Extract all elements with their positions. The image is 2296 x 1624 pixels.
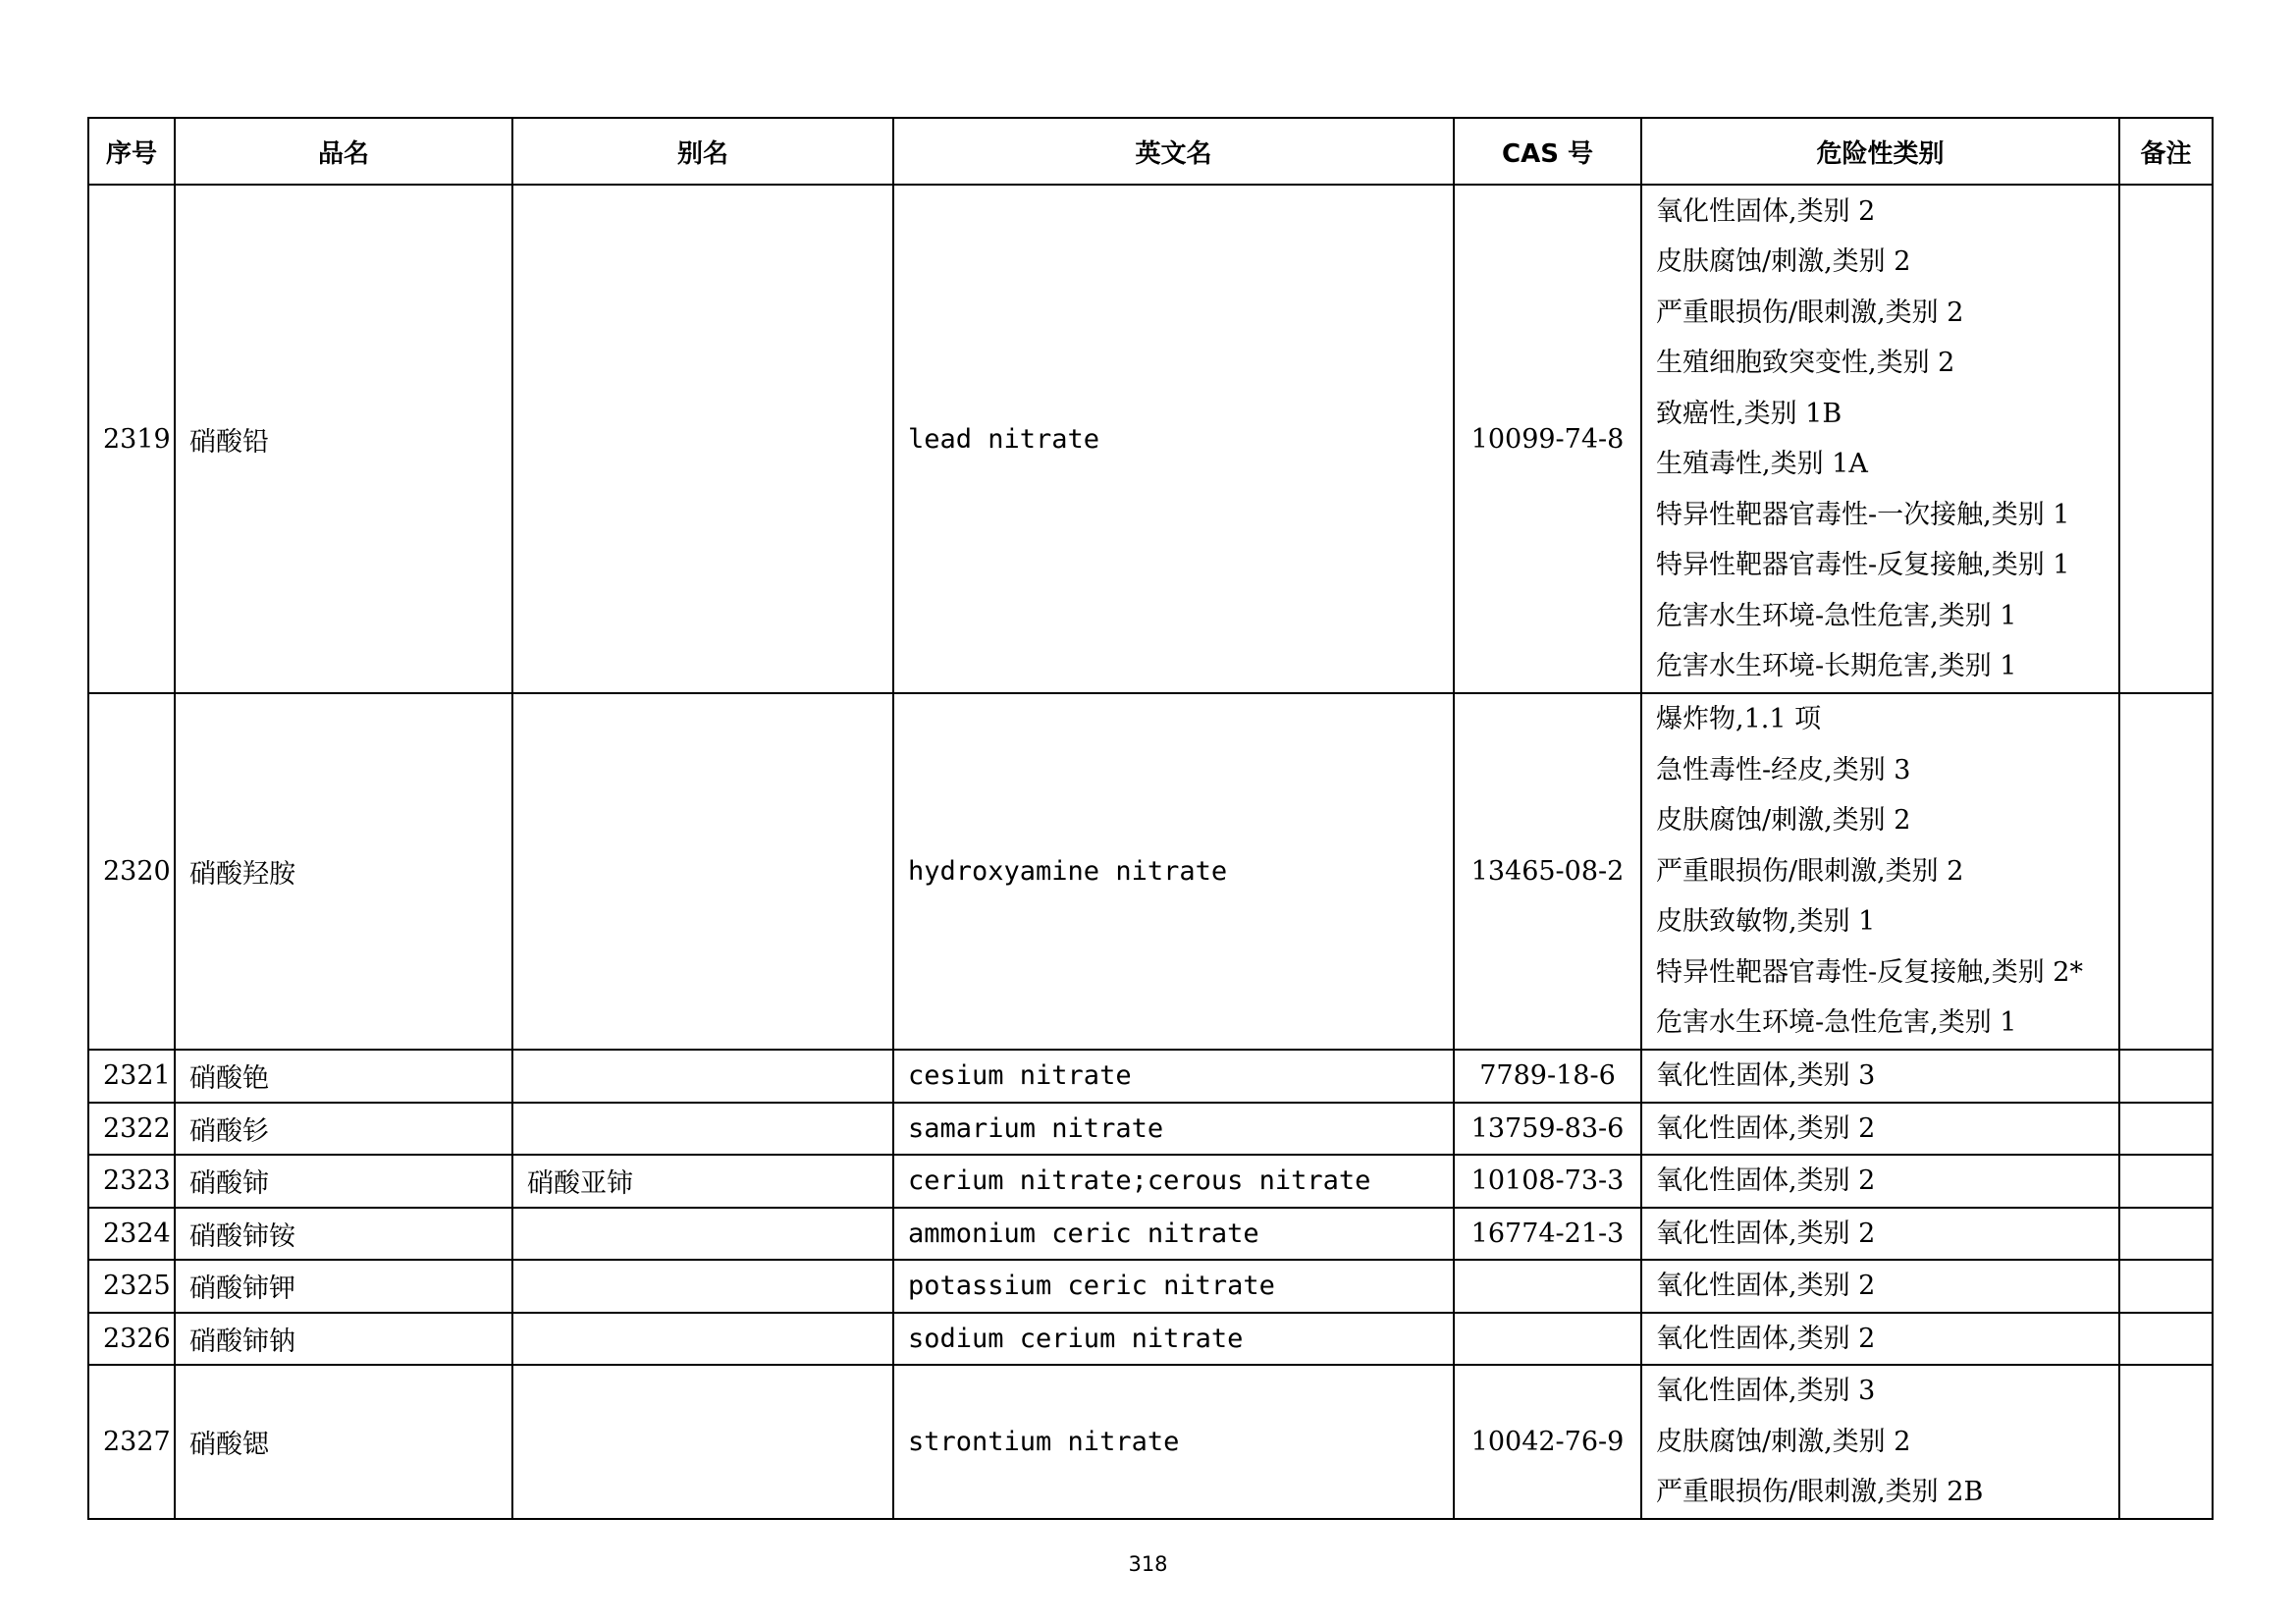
- table-body: [88, 185, 2213, 1519]
- row-hazard-list: [1641, 1313, 2119, 1366]
- row-index: 2322: [88, 1103, 175, 1156]
- hazard-item: 爆炸物,1.1 项: [1656, 704, 1822, 735]
- hazard-item: 皮肤腐蚀/刺激,类别 2: [1656, 805, 1911, 837]
- row-english-name: lead nitrate: [893, 185, 1454, 693]
- hazard-item: 特异性靶器官毒性-反复接触,类别 1: [1656, 550, 2070, 580]
- row-cas-number: 10042-76-9: [1454, 1365, 1641, 1519]
- hazard-item: 严重眼损伤/眼刺激,类别 2: [1656, 297, 1964, 328]
- hazard-item: 急性毒性-经皮,类别 3: [1656, 754, 1911, 785]
- hazard-item: 危害水生环境-长期危害,类别 1: [1656, 651, 2017, 681]
- row-remarks: [2119, 1260, 2213, 1313]
- hazard-item: 危害水生环境-急性危害,类别 1: [1656, 1007, 2017, 1039]
- table-row: [88, 1050, 2213, 1103]
- hazard-item: 皮肤腐蚀/刺激,类别 2: [1656, 1426, 1911, 1457]
- row-product-name: 硝酸锶: [175, 1365, 512, 1519]
- hazard-item: 严重眼损伤/眼刺激,类别 2: [1656, 855, 1964, 887]
- row-hazard-list: [1641, 693, 2119, 1050]
- row-index: 2319: [88, 185, 175, 693]
- row-hazard-list: [1641, 185, 2119, 693]
- row-cas-number: [1454, 1313, 1641, 1366]
- row-cas-number: 13465-08-2: [1454, 693, 1641, 1050]
- table-row: [88, 1260, 2213, 1313]
- row-remarks: [2119, 1103, 2213, 1156]
- header-index: 序号: [88, 118, 175, 185]
- table-row: [88, 1208, 2213, 1261]
- row-hazard-list: [1641, 1103, 2119, 1156]
- row-english-name: potassium ceric nitrate: [893, 1260, 1454, 1313]
- row-alias: [512, 1365, 893, 1519]
- row-english-name: cesium nitrate: [893, 1050, 1454, 1103]
- page-number: 318: [1128, 1552, 1168, 1576]
- row-alias: [512, 693, 893, 1050]
- row-english-name: samarium nitrate: [893, 1103, 1454, 1156]
- hazard-item: 生殖细胞致突变性,类别 2: [1656, 348, 1955, 378]
- row-alias: [512, 1103, 893, 1156]
- hazard-item: 氧化性固体,类别 2: [1656, 1165, 1876, 1196]
- row-product-name: 硝酸铈钠: [175, 1313, 512, 1366]
- hazard-item: 氧化性固体,类别 2: [1656, 1112, 1876, 1144]
- row-hazard-list: [1641, 1050, 2119, 1103]
- hazard-item: 生殖毒性,类别 1A: [1656, 449, 1868, 479]
- row-cas-number: 16774-21-3: [1454, 1208, 1641, 1261]
- table-row: [88, 1155, 2213, 1208]
- row-alias: [512, 1208, 893, 1261]
- row-english-name: hydroxyamine nitrate: [893, 693, 1454, 1050]
- row-cas-number: 10099-74-8: [1454, 185, 1641, 693]
- row-product-name: 硝酸钐: [175, 1103, 512, 1156]
- row-product-name: 硝酸铈铵: [175, 1208, 512, 1261]
- hazard-item: 氧化性固体,类别 2: [1656, 195, 1876, 227]
- row-remarks: [2119, 1365, 2213, 1519]
- hazard-item: 皮肤腐蚀/刺激,类别 2: [1656, 246, 1911, 277]
- hazard-item: 氧化性固体,类别 2: [1656, 1323, 1876, 1354]
- table-row: [88, 185, 2213, 693]
- row-hazard-list: [1641, 1155, 2119, 1208]
- header-hazard-class: 危险性类别: [1641, 118, 2119, 185]
- row-product-name: 硝酸铈: [175, 1155, 512, 1208]
- row-remarks: [2119, 693, 2213, 1050]
- row-index: 2327: [88, 1365, 175, 1519]
- row-cas-number: 7789-18-6: [1454, 1050, 1641, 1103]
- row-hazard-list: [1641, 1365, 2119, 1519]
- header-cas-number: CAS 号: [1454, 118, 1641, 185]
- table-row: [88, 1365, 2213, 1519]
- hazard-item: 氧化性固体,类别 3: [1656, 1376, 1876, 1406]
- hazard-item: 皮肤致敏物,类别 1: [1656, 906, 1876, 938]
- row-product-name: 硝酸羟胺: [175, 693, 512, 1050]
- row-index: 2326: [88, 1313, 175, 1366]
- row-remarks: [2119, 1155, 2213, 1208]
- hazard-item: 特异性靶器官毒性-反复接触,类别 2*: [1656, 956, 2083, 988]
- chemicals-table: [87, 117, 2214, 1520]
- table-row: [88, 1313, 2213, 1366]
- row-english-name: ammonium ceric nitrate: [893, 1208, 1454, 1261]
- header-remarks: 备注: [2119, 118, 2213, 185]
- header-product-name: 品名: [175, 118, 512, 185]
- row-index: 2320: [88, 693, 175, 1050]
- table-row: [88, 1103, 2213, 1156]
- row-remarks: [2119, 185, 2213, 693]
- row-english-name: strontium nitrate: [893, 1365, 1454, 1519]
- row-product-name: 硝酸铅: [175, 185, 512, 693]
- row-remarks: [2119, 1313, 2213, 1366]
- row-alias: [512, 1313, 893, 1366]
- row-alias: [512, 1050, 893, 1103]
- row-alias: 硝酸亚铈: [512, 1155, 893, 1208]
- header-alias: 别名: [512, 118, 893, 185]
- hazard-item: 致癌性,类别 1B: [1656, 398, 1842, 429]
- row-index: 2325: [88, 1260, 175, 1313]
- row-hazard-list: [1641, 1260, 2119, 1313]
- hazard-item: 严重眼损伤/眼刺激,类别 2B: [1656, 1477, 1984, 1507]
- hazard-item: 氧化性固体,类别 2: [1656, 1271, 1876, 1301]
- row-cas-number: [1454, 1260, 1641, 1313]
- row-index: 2321: [88, 1050, 175, 1103]
- row-product-name: 硝酸铯: [175, 1050, 512, 1103]
- row-english-name: sodium cerium nitrate: [893, 1313, 1454, 1366]
- hazard-item: 氧化性固体,类别 3: [1656, 1060, 1876, 1091]
- row-index: 2323: [88, 1155, 175, 1208]
- row-remarks: [2119, 1050, 2213, 1103]
- header-english-name: 英文名: [893, 118, 1454, 185]
- row-remarks: [2119, 1208, 2213, 1261]
- row-cas-number: 10108-73-3: [1454, 1155, 1641, 1208]
- hazard-item: 危害水生环境-急性危害,类别 1: [1656, 600, 2017, 631]
- hazard-item: 氧化性固体,类别 2: [1656, 1218, 1876, 1249]
- table-header-row: [88, 118, 2213, 185]
- table-row: [88, 693, 2213, 1050]
- row-alias: [512, 185, 893, 693]
- hazard-item: 特异性靶器官毒性-一次接触,类别 1: [1656, 499, 2070, 530]
- row-index: 2324: [88, 1208, 175, 1261]
- row-product-name: 硝酸铈钾: [175, 1260, 512, 1313]
- row-alias: [512, 1260, 893, 1313]
- row-hazard-list: [1641, 1208, 2119, 1261]
- row-english-name: cerium nitrate;cerous nitrate: [893, 1155, 1454, 1208]
- row-cas-number: 13759-83-6: [1454, 1103, 1641, 1156]
